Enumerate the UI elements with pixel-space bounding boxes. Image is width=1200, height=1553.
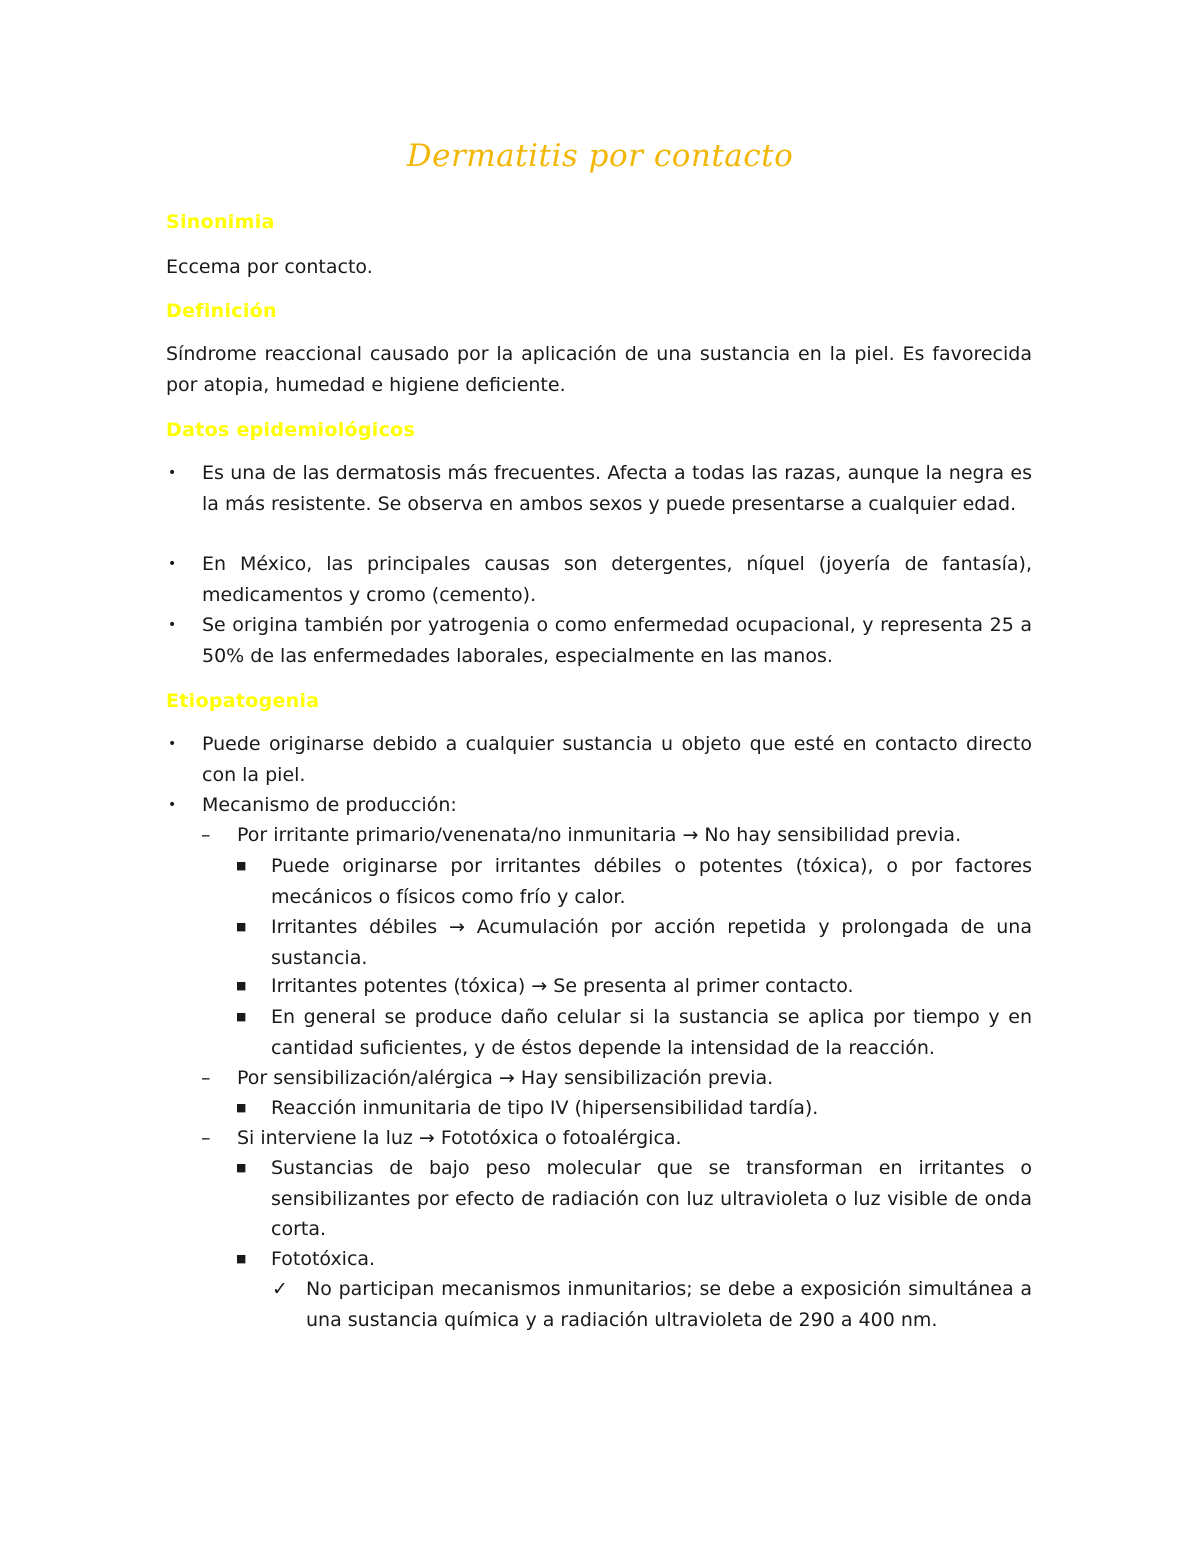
dash-marker: – — [201, 824, 211, 846]
etiopatogenia-item-1: Puede originarse debido a cualquier sustancia u objeto que esté en contacto directo con la piel. — [202, 733, 1032, 786]
heading-sinonimia: Sinonimia — [166, 211, 275, 233]
square-bullet-icon: ■ — [236, 1161, 247, 1174]
fototoxica-check-item-1: No participan mecanismos inmunitarios; se debe a exposición simultánea a una sustancia química y a radiación ultravioleta de 290 a 400 nm. — [306, 1278, 1032, 1331]
square-bullet-icon: ■ — [236, 1101, 247, 1114]
sinonimia-text: Eccema por contacto. — [166, 256, 373, 278]
luz-item-2: Fototóxica. — [271, 1248, 376, 1270]
square-bullet-icon: ■ — [236, 1252, 247, 1265]
square-bullet-icon: ■ — [236, 1010, 247, 1023]
bullet-marker: • — [168, 797, 177, 813]
datos-item-2: En México, las principales causas son detergentes, níquel (joyería de fantasía), medicamentos y cromo (cemento). — [202, 553, 1032, 606]
dash-marker: – — [201, 1127, 211, 1149]
datos-item-3: Se origina también por yatrogenia o como enfermedad ocupacional, y representa 25 a 50% de las enfermedades laborales, especialmente en las manos. — [202, 614, 1032, 667]
definicion-text: Síndrome reaccional causado por la aplicación de una sustancia en la piel. Es favorecida por atopia, humedad e higiene deficiente. — [166, 343, 1032, 396]
irritante-item-3: Irritantes potentes (tóxica) → Se presenta al primer contacto. — [271, 975, 854, 997]
bullet-marker: • — [168, 617, 177, 633]
check-icon: ✓ — [272, 1278, 288, 1300]
heading-etiopatogenia: Etiopatogenia — [166, 690, 320, 712]
datos-item-1: Es una de las dermatosis más frecuentes. Afecta a todas las razas, aunque la negra es la más resistente. Se observa en ambos sexos y puede presentarse a cualquier edad. — [202, 462, 1032, 515]
luz-item-1: Sustancias de bajo peso molecular que se transforman en irritantes o sensibilizantes por efecto de radiación con luz ultravioleta o luz visible de onda corta. — [271, 1157, 1032, 1240]
irritante-item-2: Irritantes débiles → Acumulación por acción repetida y prolongada de una sustancia. — [271, 916, 1032, 969]
bullet-marker: • — [168, 736, 177, 752]
square-bullet-icon: ■ — [236, 859, 247, 872]
mecanismo-luz: Si interviene la luz → Fototóxica o fotoalérgica. — [237, 1127, 682, 1149]
mecanismo-sensibilizacion: Por sensibilización/alérgica → Hay sensibilización previa. — [237, 1067, 774, 1089]
mecanismo-irritante: Por irritante primario/venenata/no inmunitaria → No hay sensibilidad previa. — [237, 824, 962, 846]
bullet-marker: • — [168, 556, 177, 572]
square-bullet-icon: ■ — [236, 979, 247, 992]
sensibilizacion-item-1: Reacción inmunitaria de tipo IV (hipersensibilidad tardía). — [271, 1097, 819, 1119]
heading-datos-epidemiologicos: Datos epidemiológicos — [166, 419, 416, 441]
etiopatogenia-item-2: Mecanismo de producción: — [202, 794, 457, 816]
irritante-item-4: En general se produce daño celular si la sustancia se aplica por tiempo y en cantidad suficientes, y de éstos depende la intensidad de la reacción. — [271, 1006, 1032, 1059]
square-bullet-icon: ■ — [236, 920, 247, 933]
irritante-item-1: Puede originarse por irritantes débiles o potentes (tóxica), o por factores mecánicos o físicos como frío y calor. — [271, 855, 1032, 908]
heading-definicion: Definición — [166, 300, 277, 322]
dash-marker: – — [201, 1067, 211, 1089]
bullet-marker: • — [168, 465, 177, 481]
document-title: Dermatitis por contacto — [406, 138, 794, 174]
